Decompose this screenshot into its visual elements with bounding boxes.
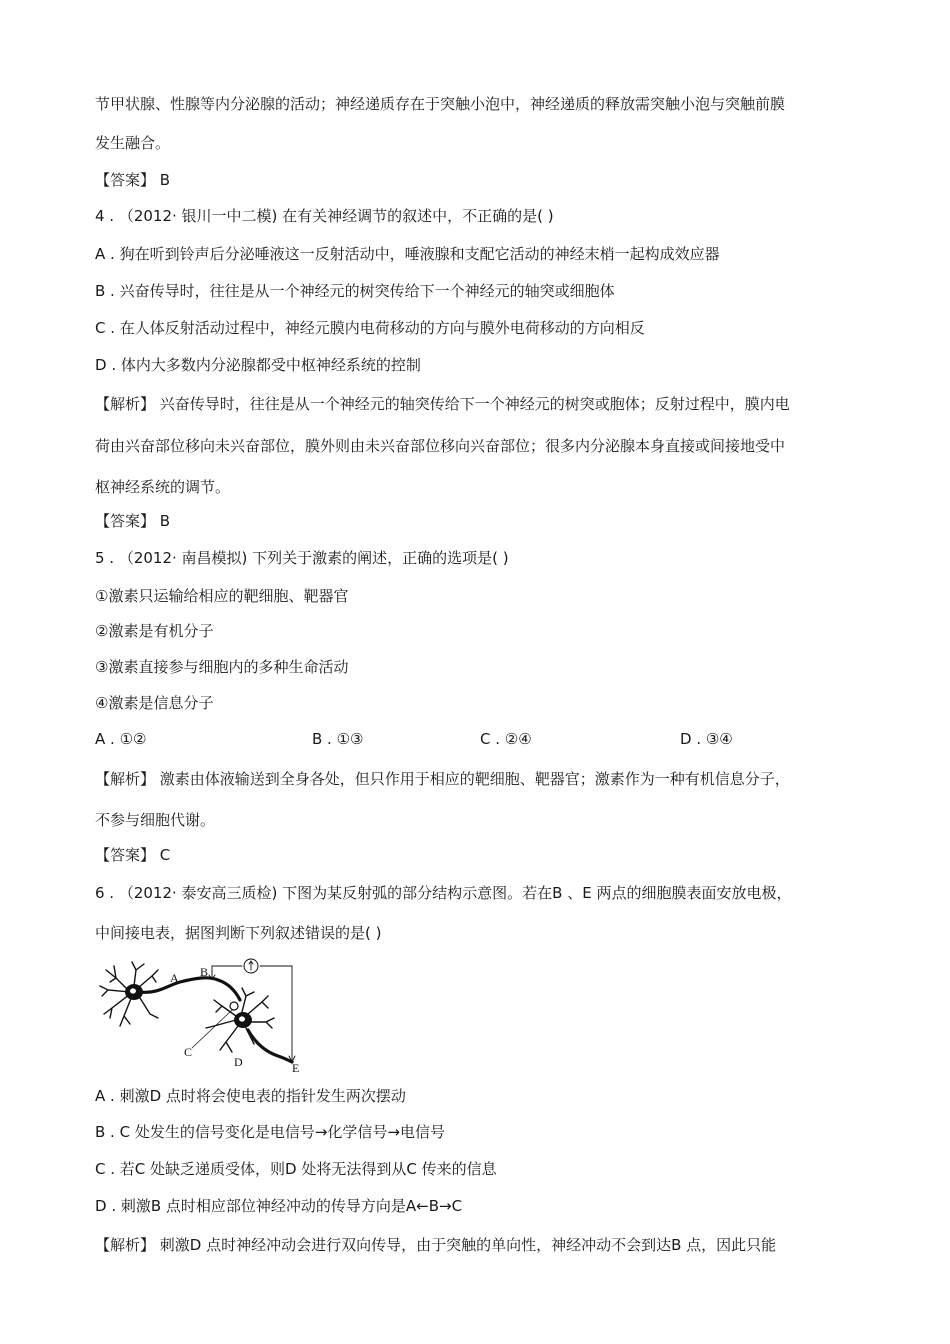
q4-option-d: D . 体内大多数内分泌腺都受中枢神经系统的控制 bbox=[95, 356, 421, 374]
q6-option-b: B . C 处发生的信号变化是电信号→化学信号→电信号 bbox=[95, 1123, 445, 1141]
q5-statement-2: ②激素是有机分子 bbox=[95, 622, 214, 640]
q5-statement-1: ①激素只运输给相应的靶细胞、靶器官 bbox=[95, 587, 349, 605]
label-a: A bbox=[170, 971, 179, 985]
q4-analysis-line-1: 【解析】 兴奋传导时，往往是从一个神经元的轴突传给下一个神经元的树突或胞体；反射过程中，膜内电 bbox=[95, 395, 790, 413]
q4-analysis-line-3: 枢神经系统的调节。 bbox=[95, 478, 231, 496]
q5-statement-4: ④激素是信息分子 bbox=[95, 694, 214, 712]
synapse-c bbox=[230, 1002, 238, 1010]
axon-2 bbox=[248, 1030, 292, 1062]
q3-analysis-line-1: 节甲状腺、性腺等内分泌腺的活动；神经递质存在于突触小泡中，神经递质的释放需突触小泡与突触前膜 bbox=[95, 95, 786, 113]
q4-answer: 【答案】 B bbox=[95, 512, 171, 530]
q6-stem-line-1: 6 . （2012· 泰安高三质检) 下图为某反射弧的部分结构示意图。若在B 、E 两点的细胞膜表面安放电极， bbox=[95, 884, 792, 902]
label-e: E bbox=[292, 1061, 300, 1072]
q3-analysis-line-2: 发生融合。 bbox=[95, 134, 171, 152]
q6-option-c: C . 若C 处缺乏递质受体，则D 处将无法得到从C 传来的信息 bbox=[95, 1160, 497, 1178]
q3-answer: 【答案】 B bbox=[95, 171, 171, 189]
reflex-arc-figure bbox=[96, 956, 304, 1072]
q6-option-d: D . 刺激B 点时相应部位神经冲动的传导方向是A←B→C bbox=[95, 1197, 463, 1215]
q5-option-c: C . ②④ bbox=[480, 730, 532, 748]
q6-analysis-line-1: 【解析】 刺激D 点时神经冲动会进行双向传导，由于突触的单向性，神经冲动不会到达B 点，因此只能 bbox=[95, 1236, 777, 1254]
q5-stem: 5 . （2012· 南昌模拟) 下列关于激素的阐述，正确的选项是( ) bbox=[95, 549, 509, 567]
q4-analysis-line-2: 荷由兴奋部位移向未兴奋部位，膜外则由未兴奋部位移向兴奋部位；很多内分泌腺本身直接或间接地受中 bbox=[95, 437, 786, 455]
meter-wire bbox=[212, 966, 292, 1060]
q5-analysis-line-1: 【解析】 激素由体液输送到全身各处，但只作用于相应的靶细胞、靶器官；激素作为一种有机信息分子， bbox=[95, 770, 790, 788]
q4-option-c: C . 在人体反射活动过程中，神经元膜内电荷移动的方向与膜外电荷移动的方向相反 bbox=[95, 319, 645, 337]
q5-answer: 【答案】 C bbox=[95, 846, 171, 864]
q6-option-a: A . 刺激D 点时将会使电表的指针发生两次摆动 bbox=[95, 1087, 406, 1105]
q5-option-d: D . ③④ bbox=[680, 730, 733, 748]
q4-option-a: A . 狗在听到铃声后分泌唾液这一反射活动中，唾液腺和支配它活动的神经末梢一起构成效应器 bbox=[95, 245, 720, 263]
label-c: C bbox=[184, 1045, 193, 1059]
label-b: B bbox=[200, 965, 209, 979]
q5-option-a: A . ①② bbox=[95, 730, 147, 748]
q5-statement-3: ③激素直接参与细胞内的多种生命活动 bbox=[95, 658, 349, 676]
q4-stem: 4 . （2012· 银川一中二模) 在有关神经调节的叙述中，不正确的是( ) bbox=[95, 207, 554, 225]
label-d: D bbox=[234, 1055, 243, 1069]
q6-stem-line-2: 中间接电表，据图判断下列叙述错误的是( ) bbox=[95, 924, 382, 942]
q5-analysis-line-2: 不参与细胞代谢。 bbox=[95, 811, 216, 829]
q4-option-b: B . 兴奋传导时，往往是从一个神经元的树突传给下一个神经元的轴突或细胞体 bbox=[95, 282, 615, 300]
q5-option-b: B . ①③ bbox=[312, 730, 364, 748]
